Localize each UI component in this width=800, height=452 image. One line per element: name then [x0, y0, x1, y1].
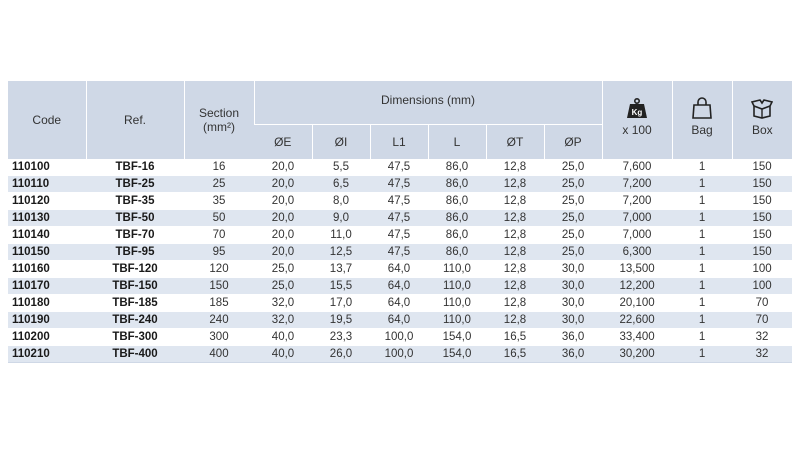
table-row — [8, 159, 792, 176]
cell-weight: 20,100 — [602, 295, 672, 312]
cell-code: 110130 — [8, 210, 86, 227]
header-dim-ot: ØT — [486, 125, 544, 160]
cell-weight: 22,600 — [602, 312, 672, 329]
cell-oi: 23,3 — [312, 329, 370, 346]
table-row — [8, 244, 792, 261]
cell-box: 32 — [732, 329, 792, 346]
cell-oi: 9,0 — [312, 210, 370, 227]
cell-code: 110160 — [8, 261, 86, 278]
cell-op: 36,0 — [544, 329, 602, 346]
header-weight — [602, 81, 672, 159]
cell-section: 185 — [184, 295, 254, 312]
cell-l1: 47,5 — [370, 210, 428, 227]
cell-weight: 12,200 — [602, 278, 672, 295]
bag-icon — [691, 97, 713, 119]
cell-oi: 11,0 — [312, 227, 370, 244]
cell-ref: TBF-185 — [86, 295, 184, 312]
cell-l: 110,0 — [428, 295, 486, 312]
product-table — [8, 81, 792, 363]
header-box-label: Box — [751, 123, 773, 137]
header-ref: Ref. — [86, 81, 184, 159]
cell-oi: 19,5 — [312, 312, 370, 329]
cell-ref: TBF-150 — [86, 278, 184, 295]
cell-bag: 1 — [672, 261, 732, 278]
cell-code: 110110 — [8, 176, 86, 193]
cell-ref: TBF-25 — [86, 176, 184, 193]
cell-bag: 1 — [672, 312, 732, 329]
cell-op: 30,0 — [544, 278, 602, 295]
cell-ref: TBF-240 — [86, 312, 184, 329]
cell-l: 86,0 — [428, 193, 486, 210]
cell-ref: TBF-16 — [86, 159, 184, 176]
cell-ref: TBF-120 — [86, 261, 184, 278]
cell-code: 110170 — [8, 278, 86, 295]
cell-l1: 47,5 — [370, 193, 428, 210]
cell-bag: 1 — [672, 210, 732, 227]
cell-box: 70 — [732, 312, 792, 329]
table-row — [8, 193, 792, 210]
cell-code: 110200 — [8, 329, 86, 346]
header-dim-op: ØP — [544, 125, 602, 160]
cell-l: 154,0 — [428, 329, 486, 346]
cell-bag: 1 — [672, 295, 732, 312]
cell-box: 100 — [732, 278, 792, 295]
cell-code: 110120 — [8, 193, 86, 210]
cell-op: 36,0 — [544, 346, 602, 363]
cell-ref: TBF-70 — [86, 227, 184, 244]
cell-bag: 1 — [672, 227, 732, 244]
cell-oe: 40,0 — [254, 329, 312, 346]
cell-oe: 32,0 — [254, 312, 312, 329]
cell-bag: 1 — [672, 278, 732, 295]
cell-l: 86,0 — [428, 244, 486, 261]
cell-ot: 12,8 — [486, 227, 544, 244]
header-box — [732, 81, 792, 159]
cell-box: 150 — [732, 193, 792, 210]
cell-weight: 7,000 — [602, 227, 672, 244]
cell-l1: 64,0 — [370, 278, 428, 295]
table-row — [8, 346, 792, 363]
header-bag-label: Bag — [691, 123, 713, 137]
cell-code: 110100 — [8, 159, 86, 176]
cell-l: 110,0 — [428, 278, 486, 295]
cell-bag: 1 — [672, 176, 732, 193]
header-weight-unit: x 100 — [622, 123, 652, 137]
cell-l: 110,0 — [428, 312, 486, 329]
cell-section: 95 — [184, 244, 254, 261]
cell-oi: 26,0 — [312, 346, 370, 363]
cell-bag: 1 — [672, 159, 732, 176]
cell-l1: 100,0 — [370, 346, 428, 363]
cell-section: 25 — [184, 176, 254, 193]
cell-bag: 1 — [672, 193, 732, 210]
cell-weight: 7,000 — [602, 210, 672, 227]
header-dimensions — [254, 81, 602, 125]
cell-op: 25,0 — [544, 227, 602, 244]
cell-bag: 1 — [672, 244, 732, 261]
cell-box: 150 — [732, 176, 792, 193]
cell-oe: 20,0 — [254, 227, 312, 244]
cell-l1: 47,5 — [370, 159, 428, 176]
cell-op: 25,0 — [544, 193, 602, 210]
cell-l: 86,0 — [428, 210, 486, 227]
cell-l: 86,0 — [428, 176, 486, 193]
weight-icon — [626, 97, 648, 119]
cell-bag: 1 — [672, 346, 732, 363]
cell-code: 110210 — [8, 346, 86, 363]
box-icon — [751, 97, 773, 119]
cell-ot: 12,8 — [486, 261, 544, 278]
cell-box: 100 — [732, 261, 792, 278]
cell-l1: 47,5 — [370, 176, 428, 193]
cell-section: 150 — [184, 278, 254, 295]
header-section-unit: (mm²) — [203, 120, 235, 134]
cell-l: 154,0 — [428, 346, 486, 363]
header-code: Code — [8, 81, 86, 159]
product-table-container — [8, 81, 792, 363]
cell-box: 150 — [732, 210, 792, 227]
table-row — [8, 295, 792, 312]
table-row — [8, 261, 792, 278]
cell-l1: 47,5 — [370, 244, 428, 261]
table-row — [8, 227, 792, 244]
cell-oe: 25,0 — [254, 261, 312, 278]
cell-ot: 16,5 — [486, 346, 544, 363]
cell-oe: 40,0 — [254, 346, 312, 363]
cell-ot: 12,8 — [486, 312, 544, 329]
header-section — [184, 81, 254, 159]
cell-section: 50 — [184, 210, 254, 227]
cell-op: 25,0 — [544, 159, 602, 176]
cell-ref: TBF-35 — [86, 193, 184, 210]
cell-oi: 15,5 — [312, 278, 370, 295]
table-row — [8, 329, 792, 346]
cell-ref: TBF-400 — [86, 346, 184, 363]
cell-section: 35 — [184, 193, 254, 210]
cell-box: 70 — [732, 295, 792, 312]
cell-box: 150 — [732, 159, 792, 176]
cell-l: 110,0 — [428, 261, 486, 278]
table-row — [8, 312, 792, 329]
cell-bag: 1 — [672, 329, 732, 346]
cell-oi: 12,5 — [312, 244, 370, 261]
cell-ot: 12,8 — [486, 210, 544, 227]
cell-ref: TBF-50 — [86, 210, 184, 227]
cell-oe: 20,0 — [254, 210, 312, 227]
cell-oi: 5,5 — [312, 159, 370, 176]
header-dim-l1: L1 — [370, 125, 428, 160]
table-body — [8, 159, 792, 363]
cell-ref: TBF-95 — [86, 244, 184, 261]
cell-code: 110140 — [8, 227, 86, 244]
table-row — [8, 210, 792, 227]
header-bag — [672, 81, 732, 159]
cell-op: 30,0 — [544, 312, 602, 329]
weight-icon-text: Kg — [631, 108, 643, 117]
cell-weight: 6,300 — [602, 244, 672, 261]
cell-section: 70 — [184, 227, 254, 244]
cell-oi: 8,0 — [312, 193, 370, 210]
cell-ot: 12,8 — [486, 244, 544, 261]
cell-oe: 20,0 — [254, 244, 312, 261]
cell-ot: 12,8 — [486, 193, 544, 210]
cell-section: 240 — [184, 312, 254, 329]
cell-op: 25,0 — [544, 176, 602, 193]
cell-weight: 30,200 — [602, 346, 672, 363]
header-dim-oe: ØE — [254, 125, 312, 160]
cell-ot: 12,8 — [486, 176, 544, 193]
cell-l1: 64,0 — [370, 295, 428, 312]
cell-section: 16 — [184, 159, 254, 176]
cell-oe: 20,0 — [254, 159, 312, 176]
header-dim-l: L — [428, 125, 486, 160]
cell-op: 25,0 — [544, 244, 602, 261]
cell-oi: 17,0 — [312, 295, 370, 312]
cell-l1: 47,5 — [370, 227, 428, 244]
cell-ot: 12,8 — [486, 159, 544, 176]
cell-l1: 100,0 — [370, 329, 428, 346]
cell-l: 86,0 — [428, 159, 486, 176]
cell-op: 30,0 — [544, 295, 602, 312]
cell-weight: 7,200 — [602, 193, 672, 210]
cell-oe: 25,0 — [254, 278, 312, 295]
cell-ot: 16,5 — [486, 329, 544, 346]
cell-l1: 64,0 — [370, 261, 428, 278]
header-dim-oi: ØI — [312, 125, 370, 160]
cell-ot: 12,8 — [486, 278, 544, 295]
cell-weight: 13,500 — [602, 261, 672, 278]
cell-weight: 7,200 — [602, 176, 672, 193]
cell-box: 150 — [732, 244, 792, 261]
cell-section: 300 — [184, 329, 254, 346]
cell-box: 32 — [732, 346, 792, 363]
cell-ot: 12,8 — [486, 295, 544, 312]
header-section-label: Section — [198, 106, 240, 120]
cell-oi: 13,7 — [312, 261, 370, 278]
table-row — [8, 278, 792, 295]
cell-oe: 32,0 — [254, 295, 312, 312]
cell-code: 110150 — [8, 244, 86, 261]
cell-op: 30,0 — [544, 261, 602, 278]
cell-l1: 64,0 — [370, 312, 428, 329]
cell-oe: 20,0 — [254, 176, 312, 193]
cell-weight: 33,400 — [602, 329, 672, 346]
cell-l: 86,0 — [428, 227, 486, 244]
cell-code: 110180 — [8, 295, 86, 312]
cell-oi: 6,5 — [312, 176, 370, 193]
cell-ref: TBF-300 — [86, 329, 184, 346]
table-row — [8, 176, 792, 193]
cell-section: 120 — [184, 261, 254, 278]
cell-oe: 20,0 — [254, 193, 312, 210]
cell-section: 400 — [184, 346, 254, 363]
cell-code: 110190 — [8, 312, 86, 329]
cell-weight: 7,600 — [602, 159, 672, 176]
header-dimensions-label: Dimensions (mm) — [381, 93, 476, 107]
cell-box: 150 — [732, 227, 792, 244]
cell-op: 25,0 — [544, 210, 602, 227]
